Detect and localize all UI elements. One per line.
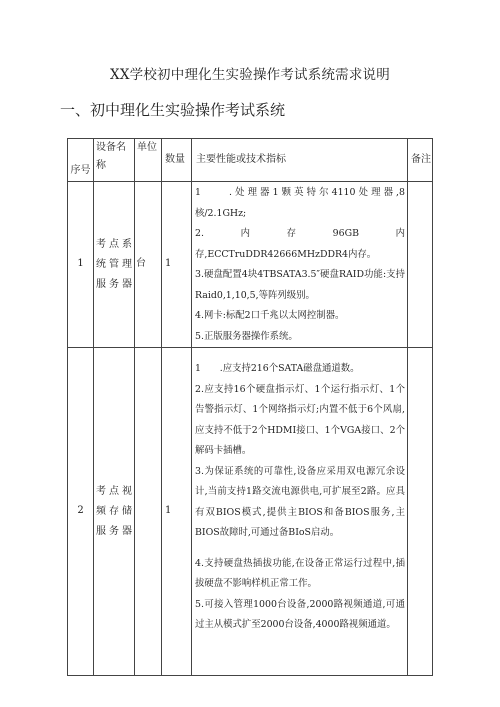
row-name: 考点系统管理服务器	[94, 182, 135, 348]
spec-spacer	[195, 544, 405, 554]
requirements-table	[67, 138, 433, 676]
row-no: 1	[68, 182, 94, 348]
row-note	[408, 182, 433, 348]
spec-line: 3.硬盘配置4块4TBSATA3.5″硬盘RAID功能:支持Raid0,1,10,5,等阵列级别。	[195, 269, 405, 301]
document-title: XX学校初中理化生实验操作考试系统需求说明	[110, 67, 390, 83]
row-unit: 台	[135, 182, 162, 348]
header-unit: 单位	[135, 139, 162, 182]
spec-line: 1 .处理器1颗英特尔4110处理器,8核/2.1GHz;	[195, 187, 405, 219]
row-no: 2	[68, 348, 94, 676]
spec-line: 5.正版服务器操作系统。	[195, 330, 298, 342]
header-note: 备注	[408, 139, 433, 182]
table-row	[68, 182, 433, 348]
header-spec: 主要性能或技术指标	[192, 139, 408, 182]
row-qty: 1	[162, 348, 192, 676]
row-name: 考点视频存储服务器	[94, 348, 135, 676]
row-spec	[192, 182, 408, 348]
spec-line: 5.可接入管理1000台设备,2000路视频通道,可通过主从模式扩至2000台设备,4000路视频通道。	[195, 598, 405, 630]
row-unit	[135, 348, 162, 676]
header-qty: 数量	[162, 139, 192, 182]
table-header-row	[68, 139, 433, 182]
row-note	[408, 348, 433, 676]
spec-line: 3.为保证系统的可靠性,设备应采用双电源冗余设计,当前支持1路交流电源供电,可扩展至2路。应具有双BIOS模式,提供主BIOS和备BIOS服务,主BIOS故障时,可通过备BIoS启动。	[195, 465, 405, 538]
section-heading: 一、初中理化生实验操作考试系统	[60, 101, 286, 119]
spec-line: 2.应支持16个硬盘指示灯、1个运行指示灯、1个告警指示灯、1个网络指示灯;内置不低于6个风扇,应支持不低于2个HDMI接口、1个VGA接口、2个解码卡插槽。	[195, 383, 405, 456]
spec-spacer	[195, 349, 405, 359]
header-name: 设备名称	[94, 139, 135, 182]
spec-line: 1 .应支持216个SATA磁盘通道数。	[195, 363, 360, 374]
header-no: 序号	[68, 139, 94, 182]
spec-line: 4.网卡:标配2口千兆以太网控制器。	[195, 310, 345, 321]
row-spec	[192, 348, 408, 676]
row-qty: 1	[162, 182, 192, 348]
table-row	[68, 348, 433, 676]
spec-line: 2.内存96GB内存,ECCTruDDR42666MHzDDR4内存。	[195, 228, 405, 260]
spec-line: 4.支持硬盘热插拔功能,在设备正常运行过程中,插拔硬盘不影响样机正常工作。	[195, 557, 405, 589]
